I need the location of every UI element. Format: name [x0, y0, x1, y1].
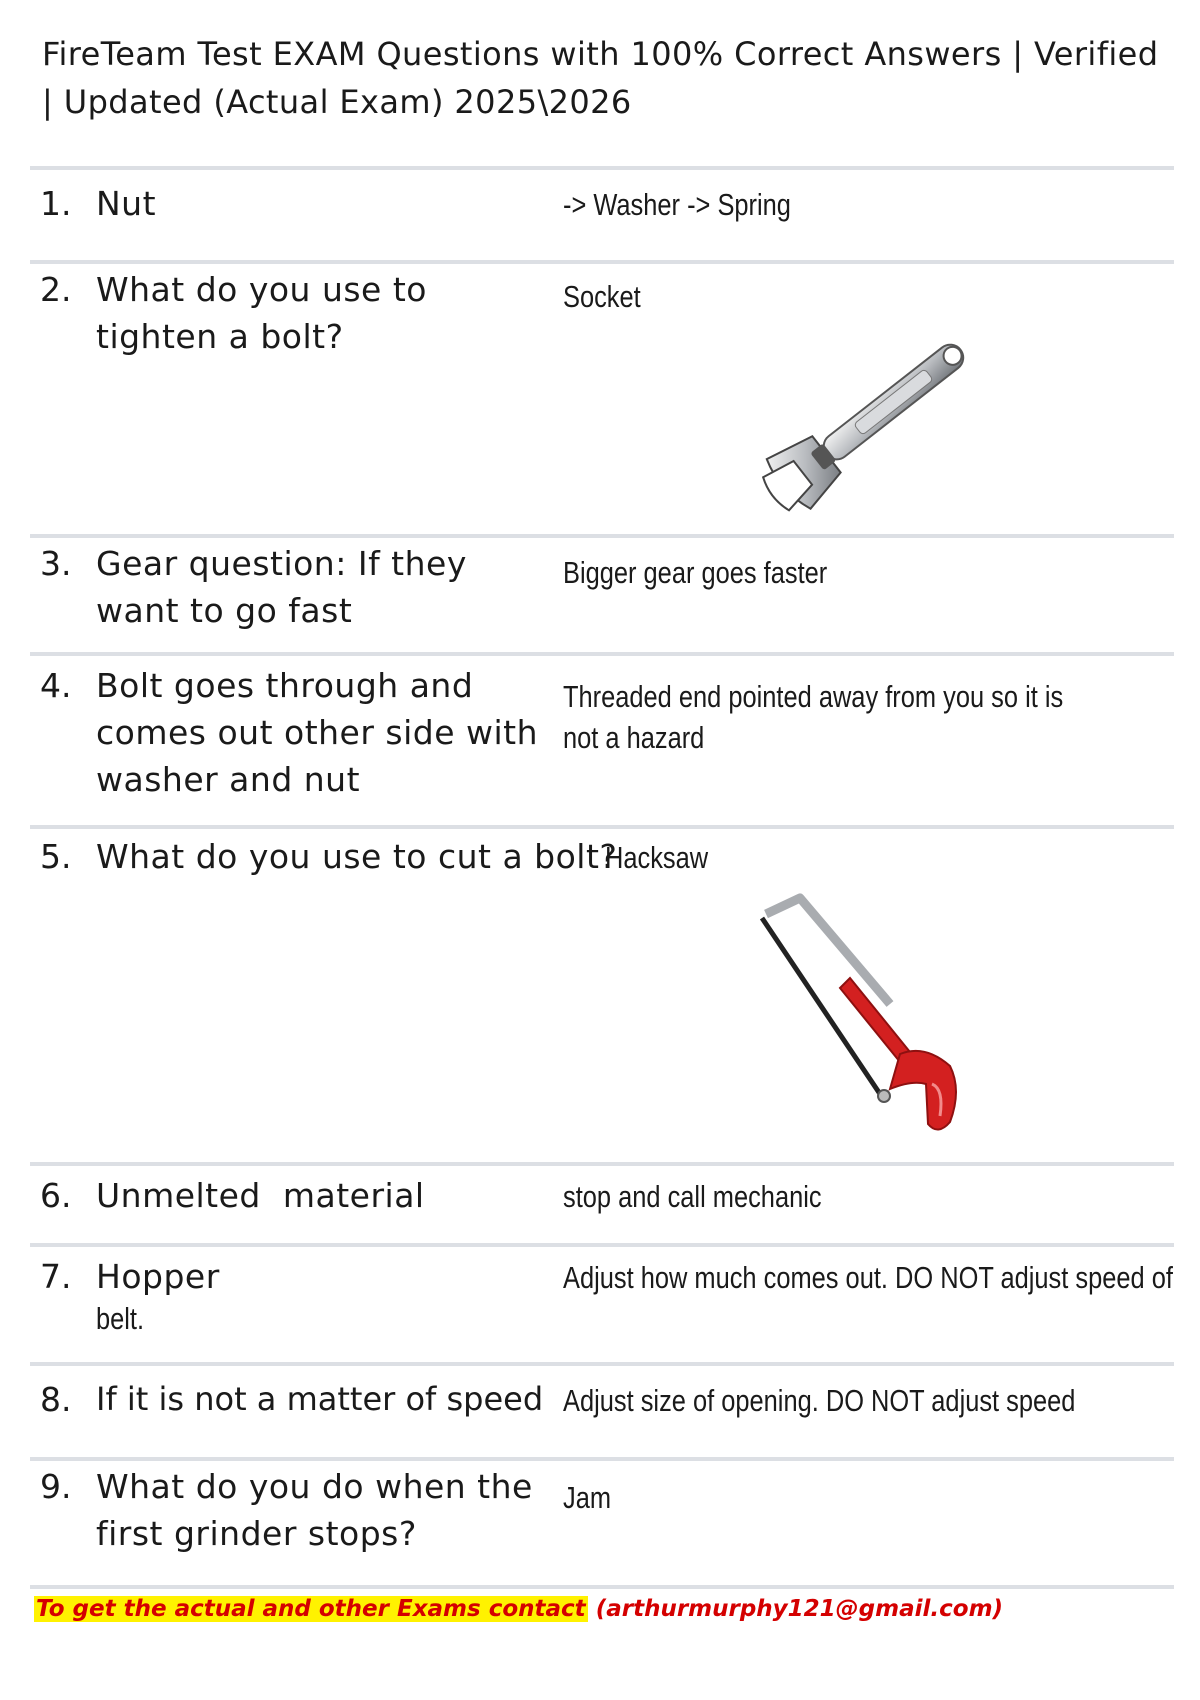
item-question: What do you use to tighten a bolt?: [96, 270, 427, 356]
item-number: 3.: [40, 544, 72, 583]
item-answer: stop and call mechanic: [563, 1179, 822, 1214]
item-question: Hopper: [96, 1257, 220, 1296]
contact-email[interactable]: (arthurmurphy121@gmail.com): [595, 1596, 1004, 1622]
item-answer: Adjust how much comes out. DO NOT adjust speed of: [563, 1260, 1173, 1295]
item-number: 6.: [40, 1176, 72, 1215]
item-question: What do you use to cut a bolt?: [96, 837, 618, 876]
list-item: [30, 652, 1174, 826]
list-item: [30, 166, 1174, 260]
footer-contact: [34, 1596, 1003, 1622]
divider: [30, 1585, 1174, 1589]
list-item: [30, 825, 1174, 1159]
item-question: If it is not a matter of speed: [96, 1380, 544, 1418]
item-answer: Hacksaw: [605, 840, 709, 875]
item-question: Unmelted material: [96, 1176, 425, 1215]
item-number: 9.: [40, 1467, 72, 1506]
item-answer: Threaded end pointed away from you so it is not a hazard: [563, 679, 1064, 755]
item-question-continuation: belt.: [96, 1301, 145, 1336]
item-question: Gear question: If they want to go fast: [96, 544, 467, 630]
item-answer: Jam: [563, 1480, 612, 1515]
list-item: [30, 534, 1174, 654]
item-number: 7.: [40, 1257, 72, 1296]
item-question: Nut: [96, 184, 157, 223]
item-number: 5.: [40, 837, 72, 876]
item-number: 1.: [40, 184, 72, 223]
item-answer: Adjust size of opening. DO NOT adjust speed: [563, 1383, 1076, 1418]
item-answer: Bigger gear goes faster: [563, 555, 828, 590]
list-item: [30, 1457, 1174, 1589]
item-number: 8.: [40, 1380, 72, 1419]
footer-highlight: To get the actual and other Exams contact: [36, 1596, 586, 1622]
list-item: [30, 1162, 1174, 1244]
adjustable-wrench-icon: [745, 324, 1005, 514]
list-item: [30, 260, 1174, 536]
hacksaw-icon: [740, 884, 1000, 1144]
item-question: What do you do when the first grinder stops?: [96, 1467, 533, 1553]
item-number: 4.: [40, 666, 72, 705]
item-question: Bolt goes through and comes out other side with washer and nut: [96, 666, 539, 799]
list-item: [30, 1362, 1174, 1458]
item-number: 2.: [40, 270, 72, 309]
list-item: [30, 1243, 1174, 1363]
item-answer: -> Washer -> Spring: [563, 187, 791, 222]
item-answer: Socket: [563, 279, 641, 314]
page-title: FireTeam Test EXAM Questions with 100% Correct Answers | Verified | Updated (Actual Exam) 2025\2026: [42, 35, 1159, 121]
